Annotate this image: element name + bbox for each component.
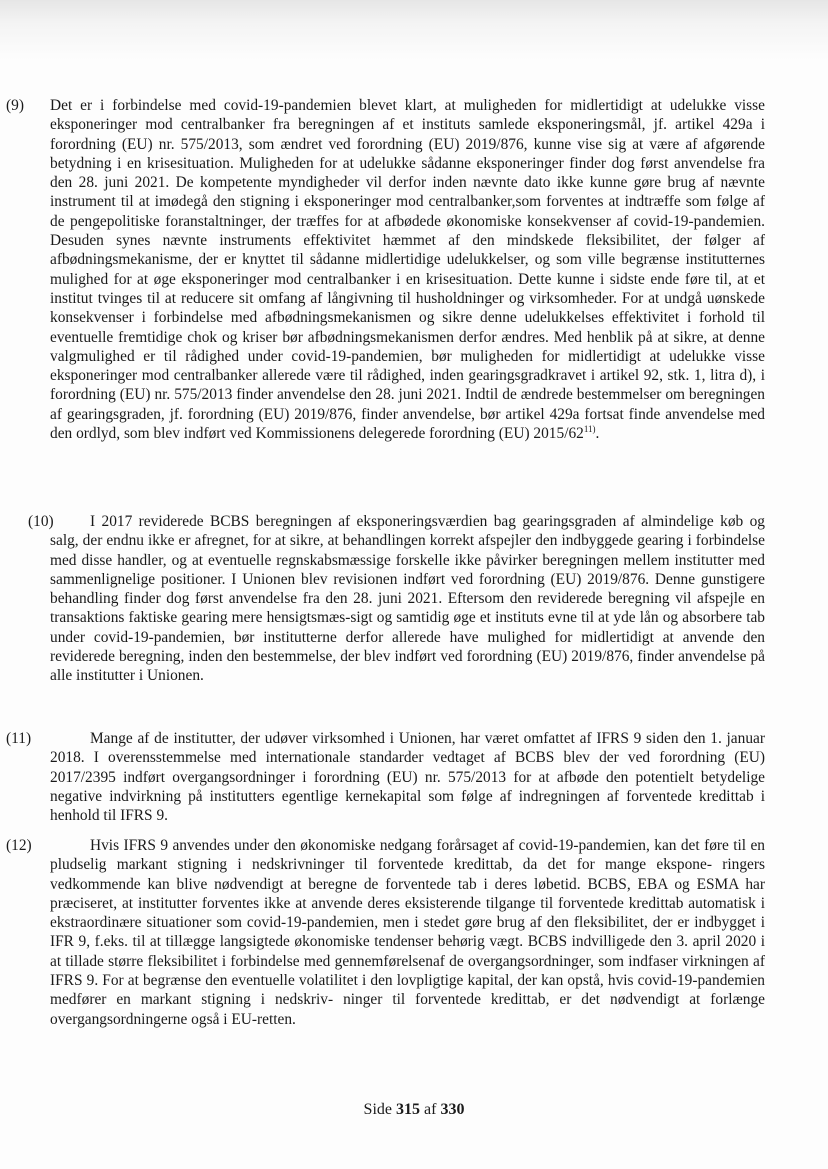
footer-prefix: Side (363, 1101, 392, 1118)
recital-body: I 2017 reviderede BCBS beregningen af eksponeringsværdien bag gearingsgraden af almindelige køb og salg, der endnu ikke er afregnet, for at sikre, at behandlingen korrekt afspejler den indbyggede gearing i forbindelse med disse handler, og at eventuelle regnskabsmæssige forskelle ikke påvirker beregningen mellem institutter med sammenlignelige positioner. I Unionen blev revisionen indført ved forordning (EU) 2019/876. Denne gunstigere behandling finder dog først anvendelse fra den 28. juni 2021. Eftersom den reviderede beregning vil afspejle en transaktions faktiske gearing mere hensigtsmæs-sigt og samtidig øge et instituts evne til at yde lån og absorbere tab under covid-19-pandemien, bør institutterne derfor allerede have mulighed for midlertidigt at anvende den reviderede beregning, inden den bestemmelse, der blev indført ved forordning (EU) 2019/876, finder anvendelse på alle institutter i Unionen. (50, 513, 765, 685)
recital-body: Mange af de institutter, der udøver virksomhed i Unionen, har været omfattet af IFRS 9 siden den 1. januar 2018. I overensstemmelse med internationale standarder vedtaget af BCBS blev der ved forordning (EU) 2017/2395 indført overgangsordninger i forordning (EU) nr. 575/2013 for at afbøde den potentielt betydelige negative indvirkning på institutters egentlige kernekapital som følge af indregningen af forventede kredittab i henhold til IFRS 9. (50, 730, 765, 825)
recital-number: (11) (6, 730, 32, 747)
footer-total-pages: 330 (440, 1101, 465, 1118)
recital-number: (10) (28, 513, 54, 530)
recital-9-text (6, 96, 765, 443)
recital-9 (6, 96, 765, 443)
page-footer (0, 1101, 828, 1119)
recital-tail: . (595, 425, 600, 443)
recital-body: Hvis IFRS 9 anvendes under den økonomiske nedgang forårsaget af covid-19-pandemien, kan det føre til en pludselig markant stigning i nedskrivninger til forventede kredittab, da det for mange ekspone- ringers vedkommende kan blive nødvendigt at beregne de forventede tab i deres løbetid. BCBS, EBA og ESMA har præciseret, at institutter forventes ikke at anvende deres eksisterende tilgange til forventede kredittab automatisk i ekstraordinære situationer som covid-19-pandemien, men i stedet gøre brug af den fleksibilitet, der er indbygget i IFR 9, f.eks. til at tillægge langsigtede økonomiske tendenser behørig vægt. BCBS indvilligede den 3. april 2020 i at tillade større fleksibilitet i forbindelse med gennemførelsenaf de overgangsordninger, som indfaser virkningen af IFRS 9. For at begrænse den eventuelle volatilitet i den lovpligtige kapital, der kan opstå, hvis covid-19-pandemien medfører en markant stigning i nedskriv- ninger til forventede kredittab, er det nødvendigt at forlænge overgangsordningerne også i EU-retten. (50, 837, 765, 1028)
recital-10 (28, 512, 765, 686)
recital-11-text (6, 729, 765, 825)
recital-11 (6, 729, 765, 825)
scan-shadow (0, 0, 828, 60)
recital-number: (9) (6, 97, 24, 114)
recital-body: Det er i forbindelse med covid-19-pandemien blevet klart, at muligheden for midlertidigt at udelukke visse eksponeringer mod centralbanker fra beregningen af et instituts samlede eksponeringsmål, jf. artikel 429a i forordning (EU) nr. 575/2013, som ændret ved forordning (EU) 2019/876, kunne vise sig at være af afgørende betydning i en krisesituation. Muligheden for at udelukke sådanne eksponeringer finder dog først anvendelse fra den 28. juni 2021. De kompetente myndigheder vil derfor inden nævnte dato ikke kunne gøre brug af nævnte instrument til at imødegå den stigning i eksponeringer mod centralbanker,som forventes at indtræffe som følge af de pengepolitiske foranstaltninger, der træffes for at afbødede økonomiske konsekvenser af covid-19-pandemien. Desuden synes nævnte instruments effektivitet hæmmet af den mindskede fleksibilitet, der følger af afbødningsmekanisme, der er knyttet til sådanne midlertidige udelukkelser, og som ville begrænse institutternes mulighed for at øge eksponeringer mod centralbanker i en krisesituation. Dette kunne i sidste ende føre til, at et institut tvinges til at reducere sit omfang af långivning til husholdninger og virksomheder. For at undgå uønskede konsekvenser i forbindelse med afbødningsmekanismen og sikre denne udelukkelses effektivitet i forhold til eventuelle fremtidige chok og kriser bør afbødningsmekanismen derfor ændres. Med henblik på at sikre, at denne valgmulighed er til rådighed under covid-19-pandemien, bør muligheden for midlertidigt at udelukke visse eksponeringer mod centralbanker allerede være til rådighed, inden gearingsgradkravet i artikel 92, stk. 1, litra d), i forordning (EU) nr. 575/2013 finder anvendelse den 28. juni 2021. Indtil de ændrede bestemmelser om beregningen af gearingsgraden, jf. forordning (EU) 2019/876, finder anvendelse, bør artikel 429a fortsat finde anvendelse med den ordlyd, som blev indført ved Kommissionens delegerede forordning (EU) 2015/62 (50, 97, 765, 443)
recital-10-text (28, 512, 765, 686)
recital-12-text (6, 836, 765, 1029)
footer-current-page: 315 (396, 1101, 420, 1118)
recital-number: (12) (6, 837, 32, 854)
recital-12 (6, 836, 765, 1029)
footnote-ref: 11) (583, 423, 596, 434)
footer-of: af (424, 1101, 437, 1118)
